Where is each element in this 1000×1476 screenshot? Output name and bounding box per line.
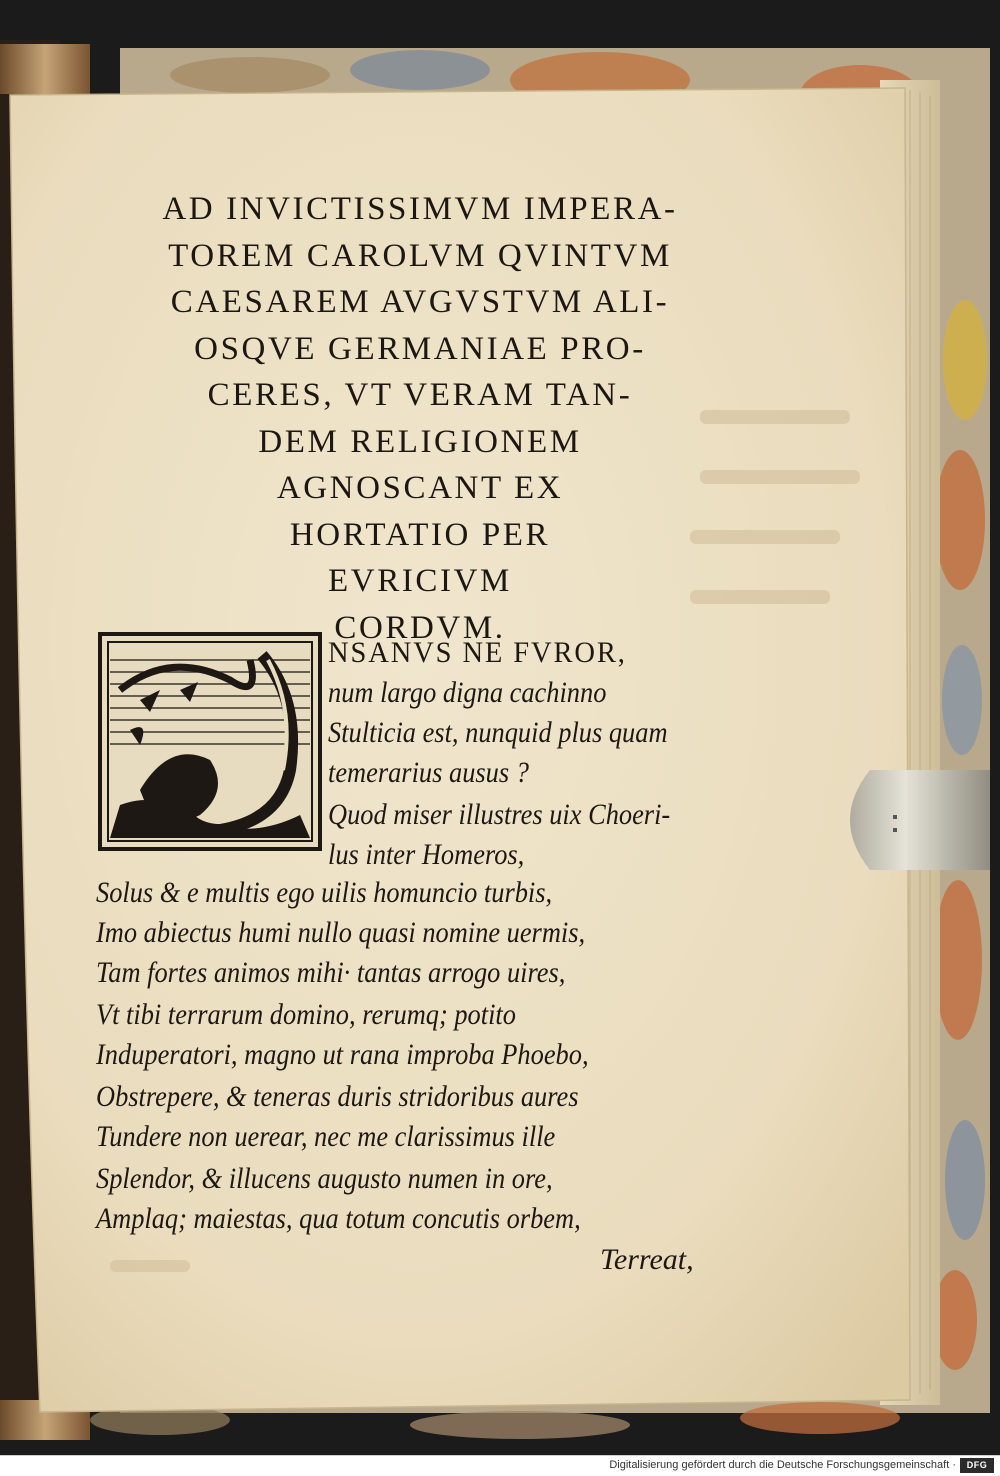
verse-line: Tundere non uerear, nec me clarissimus ille [96, 1120, 556, 1153]
title-line: AD INVICTISSIMVM IMPERA- [162, 191, 678, 227]
title-line: TOREM CAROLVM QVINTVM [168, 237, 672, 274]
title-line: AGNOSCANT EX [276, 470, 564, 506]
title-line: EVRICIVM [328, 563, 512, 599]
title-line: OSQVE GERMANIAE PRO- [194, 330, 646, 367]
woodcut-initial [100, 634, 320, 849]
footer-credit: Digitalisierung gefördert durch die Deutsche Forschungsgemeinschaft · [609, 1459, 956, 1471]
catchword: Terreat, [600, 1243, 694, 1276]
title-line: CAESAREM AVGVSTVM ALI- [170, 284, 670, 320]
title-line: CERES, VT VERAM TAN- [207, 377, 633, 413]
verse-line: num largo digna cachinno [328, 676, 607, 709]
title-block [100, 186, 740, 651]
verse-line: Solus & e multis ego uilis homuncio turbis, [96, 876, 553, 909]
verse-line: Amplaq; maiestas, qua totum concutis orbem, [96, 1202, 581, 1235]
verse-line: Quod miser illustres uix Choeri- [328, 798, 671, 831]
title-line: DEM RELIGIONEM [258, 423, 582, 460]
dfg-logo-icon: DFG [960, 1458, 994, 1473]
verse-line: temerarius ausus ? [328, 756, 529, 789]
verse-line: Induperatori, magno ut rana improba Phoebo, [96, 1038, 589, 1071]
footer-bar [0, 1455, 1000, 1476]
verse-line: Imo abiectus humi nullo quasi nomine uermis, [96, 916, 586, 949]
title-line: HORTATIO PER [289, 516, 551, 553]
verse-line: lus inter Homeros, [328, 838, 525, 871]
verse-line: Tam fortes animos mihi· tantas arrogo uires, [96, 956, 566, 989]
verse-line: Vt tibi terrarum domino, rerumq; potito [96, 998, 516, 1031]
verse-line: Obstrepere, & teneras duris stridoribus aures [96, 1080, 579, 1113]
title-line: CORDVM. [334, 609, 506, 646]
verse-line: NSANVS NE FVROR, [328, 636, 627, 669]
clasp [850, 770, 990, 870]
verse-line: Stulticia est, nunquid plus quam [328, 716, 668, 749]
verse-line: Splendor, & illucens augusto numen in ore, [96, 1162, 553, 1195]
